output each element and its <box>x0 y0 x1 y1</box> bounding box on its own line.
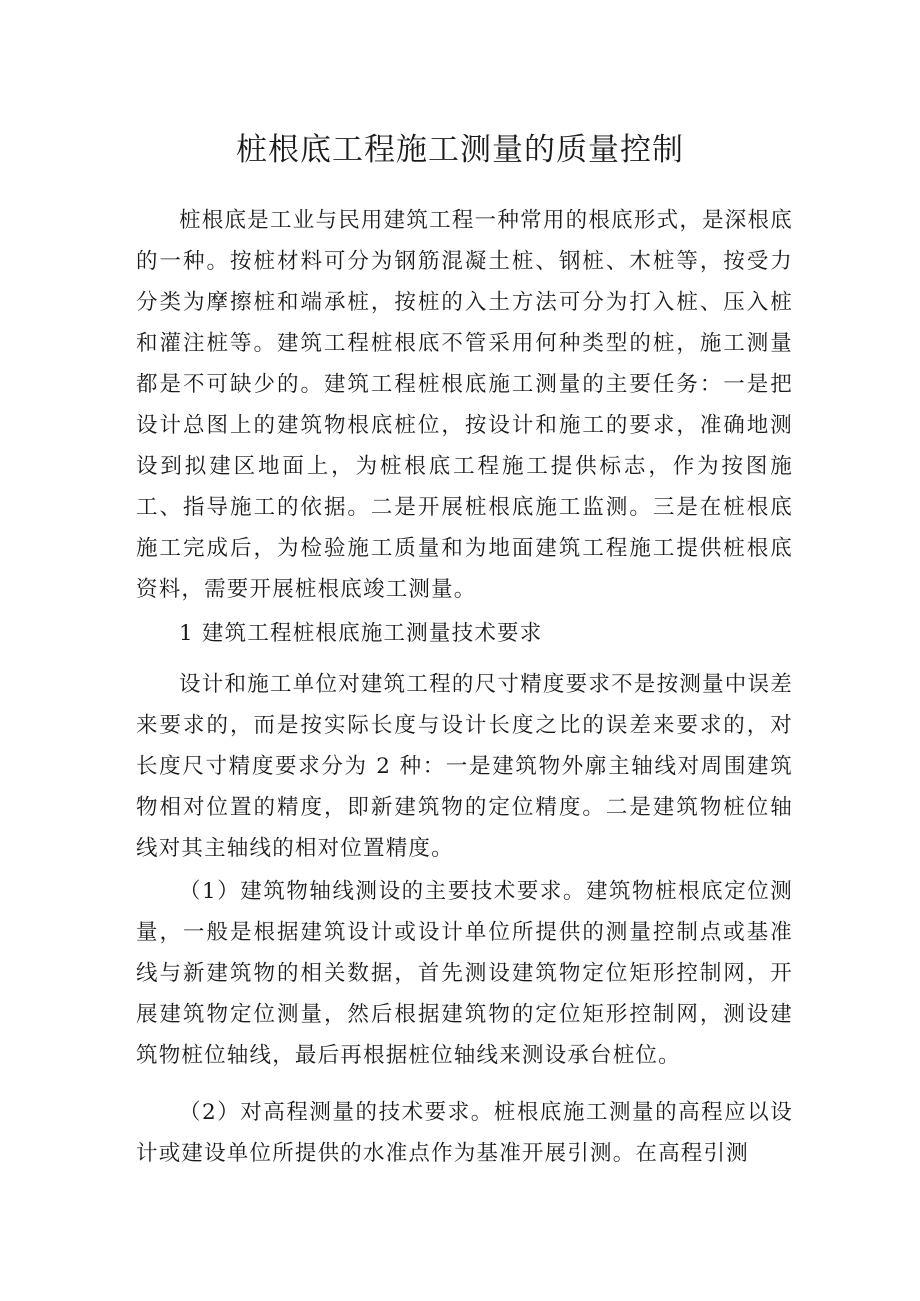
item-1-paragraph: （1）建筑物轴线测设的主要技术要求。建筑物桩根底定位测量，一般是根据建筑设计或设计单位所提供的测量控制点或基准线与新建筑物的相关数据，首先测设建筑物定位矩形控制网，开展建筑物定位测量，然后根据建筑物的定位矩形控制网，测设建筑物桩位轴线，最后再根据桩位轴线来测设承台桩位。 <box>136 879 793 1068</box>
section-1-heading: 1 建筑工程桩根底施工测量技术要求 <box>179 621 543 646</box>
document-title: 桩根底工程施工测量的质量控制 <box>236 132 684 168</box>
section-1-paragraph: 设计和施工单位对建筑工程的尺寸精度要求不是按测量中误差来要求的，而是按实际长度与设计长度之比的误差来要求的，对长度尺寸精度要求分为 2 种：一是建筑物外廓主轴线对周围建筑物相对位置的精度，即新建筑物的定位精度。二是建筑物桩位轴线对其主轴线的相对位置精度。 <box>136 672 793 861</box>
item-2-paragraph: （2）对高程测量的技术要求。桩根底施工测量的高程应以设计或建设单位所提供的水准点作为基准开展引测。在高程引测 <box>136 1100 793 1166</box>
intro-paragraph: 桩根底是工业与民用建筑工程一种常用的根底形式，是深根底的一种。按桩材料可分为钢筋混凝土桩、钢桩、木桩等，按受力分类为摩擦桩和端承桩，按桩的入土方法可分为打入桩、压入桩和灌注桩等。建筑工程桩根底不管采用何种类型的桩，施工测量都是不可缺少的。建筑工程桩根底施工测量的主要任务：一是把设计总图上的建筑物根底桩位，按设计和施工的要求，准确地测设到拟建区地面上，为桩根底工程施工提供标志，作为按图施工、指导施工的依据。二是开展桩根底施工监测。三是在桩根底施工完成后，为检验施工质量和为地面建筑工程施工提供桩根底资料，需要开展桩根底竣工测量。 <box>136 208 793 602</box>
